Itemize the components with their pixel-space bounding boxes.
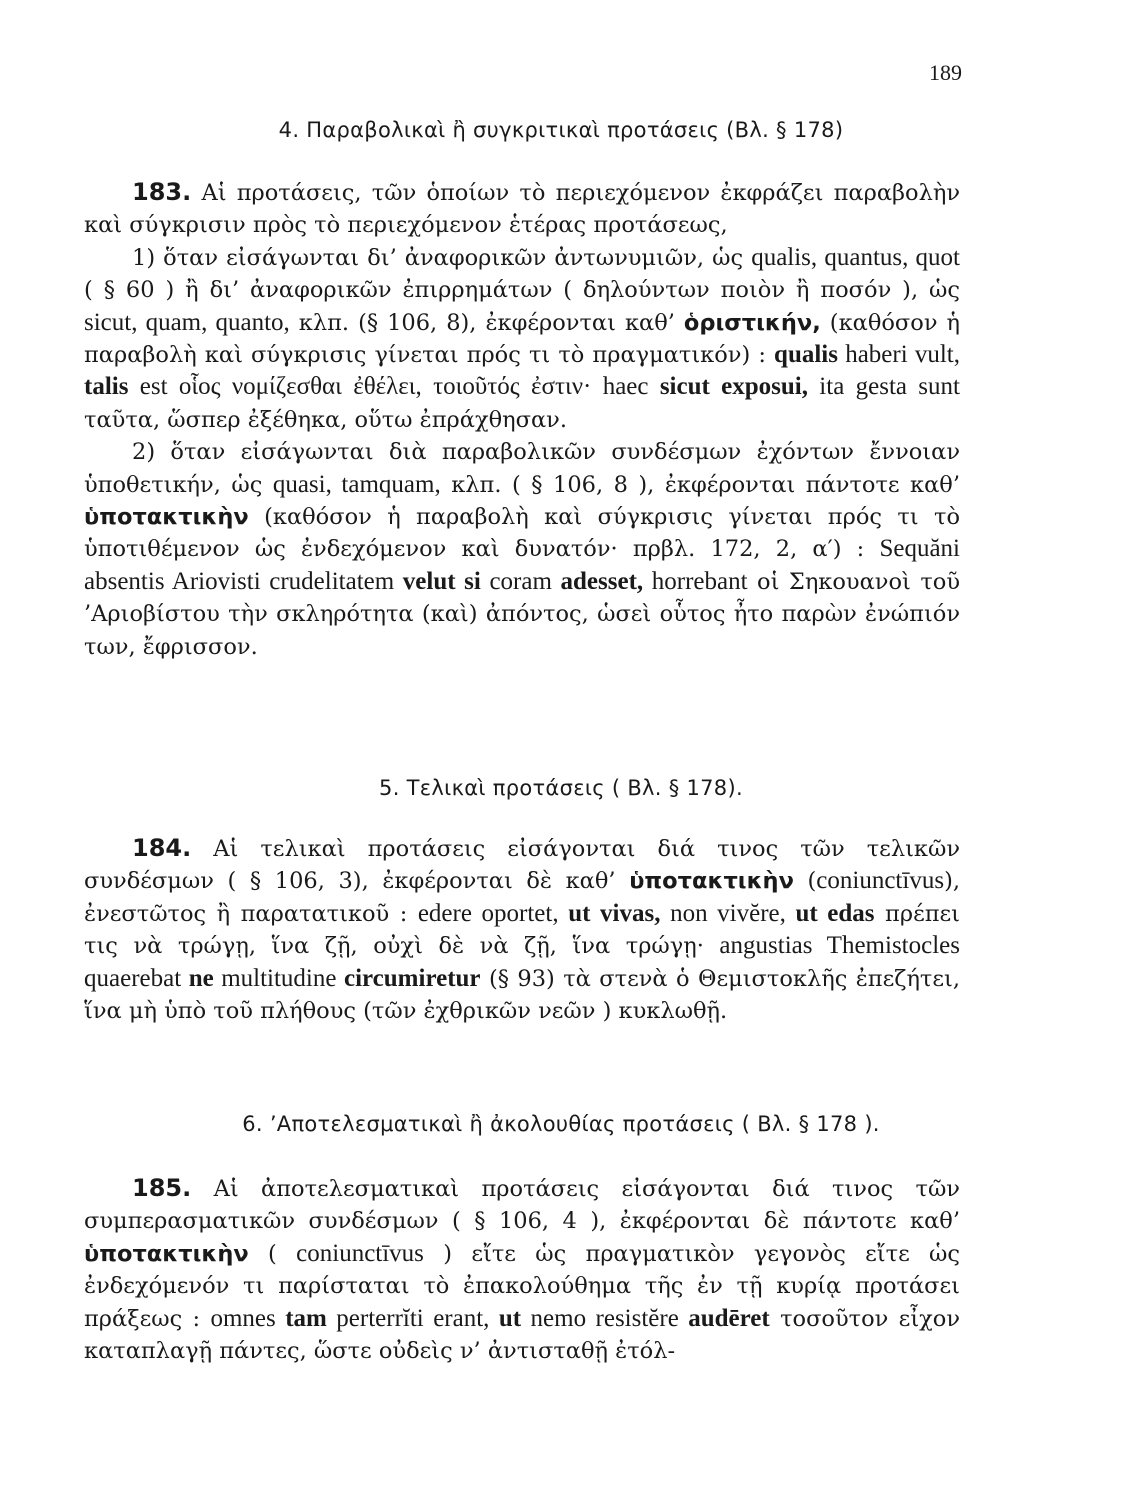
page-number: 189 (929, 60, 962, 85)
paragraph-number: 185. (132, 1174, 192, 1202)
section-heading-5: 5. Τελικαὶ προτάσεις ( Βλ. § 178). (379, 776, 743, 800)
paragraph-number: 184. (132, 834, 192, 862)
paragraph-185: 185. Αἱ ἀποτελεσματικαὶ προτάσεις εἰσάγονται διά τινος τῶν συμπερασματικῶν συνδέσμων ( § 106, 4 ), ἐκφέρονται δὲ πάντοτε καθ’ ὑποτακτικὴν ( coniunctīvus ) εἴτε ὡς πραγματικὸν γεγονὸς εἴτε ὡς ἐνδεχόμενόν τι παρίσταται τὸ ἐπακολούθημα τῆς ἐν τῇ κυρίᾳ προτάσει πράξεως : omnes tam perterrĭti erant, ut nemo resistĕre audēret τοσοῦτον εἶχον καταπλαγῇ πάντες, ὥστε οὐδεὶς ν’ ἀντισταθῇ ἐτόλ- (84, 1174, 961, 1365)
section-heading-6: 6. ’Αποτελεσματικαὶ ἢ ἀκολουθίας προτάσεις ( Βλ. § 178 ). (242, 1112, 880, 1136)
paragraph-184: 184. Αἱ τελικαὶ προτάσεις εἰσάγονται διά τινος τῶν τελικῶν συνδέσμων ( § 106, 3), ἐκφέρονται δὲ καθ’ ὑποτακτικὴν (coniunctīvus), ἐνεστῶτος ἢ παρατατικοῦ : edere oportet, ut vivas, non vivĕre, ut edas πρέπει τις νὰ τρώγῃ, ἵνα ζῇ, οὐχὶ δὲ νὰ ζῇ, ἵνα τρώγῃ· angustias Themistocles quaerebat ne multitudine circumiretur (§ 93) τὰ στενὰ ὁ Θεμιστοκλῆς ἐπεζήτει, ἵνα μὴ ὑπὸ τοῦ πλήθους (τῶν ἐχθρικῶν νεῶν ) κυκλωθῇ. (84, 834, 961, 1025)
paragraph-183: 183. Αἱ προτάσεις, τῶν ὁποίων τὸ περιεχόμενον ἐκφράζει παραβολὴν καὶ σύγκρισιν πρὸς τὸ περιεχόμενον ἑτέρας προτάσεως, 1) ὅταν εἰσάγωνται δι’ ἀναφορικῶν ἀντωνυμιῶν, ὡς qualis, quantus, quot ( § 60 ) ἢ δι’ ἀναφορικῶν ἐπιρρημάτων ( δηλούντων ποιὸν ἢ ποσόν ), ὡς sicut, quam, quanto, κλπ. (§ 106, 8), ἐκφέρονται καθ’ ὁριστικήν, (καθόσον ἡ παραβολὴ καὶ σύγκρισις γίνεται πρός τι τὸ πραγματικόν) : qualis haberi vult, talis est οἷος νομίζεσθαι ἐθέλει, τοιοῦτός ἐστιν· haec sicut exposui, ita gesta sunt ταῦτα, ὥσπερ ἐξέθηκα, οὕτω ἐπράχθησαν. 2) ὅταν εἰσάγωνται διὰ παραβολικῶν συνδέσμων ἐχόντων ἔννοιαν ὑποθετικήν, ὡς quasi, tamquam, κλπ. ( § 106, 8 ), ἐκφέρονται πάντοτε καθ’ ὑποτακτικὴν (καθόσον ἡ παραβολὴ καὶ σύγκρισις γίνεται πρός τι τὸ ὑποτιθέμενον ὡς ἐνδεχόμενον καὶ δυνατόν· πρβλ. 172, 2, α′) : Sequăni absentis Ariovisti crudelitatem velut si coram adesset, horrebant οἱ Σηκουανοὶ τοῦ ’Αριοβίστου τὴν σκληρότητα (καὶ) ἀπόντος, ὡσεὶ οὗτος ἦτο παρὼν ἐνώπιόν των, ἔφρισσον. (84, 178, 961, 660)
section-heading-4: 4. Παραβολικαὶ ἢ συγκριτικαὶ προτάσεις (Βλ. § 178) (278, 118, 844, 142)
paragraph-number: 183. (132, 178, 192, 206)
